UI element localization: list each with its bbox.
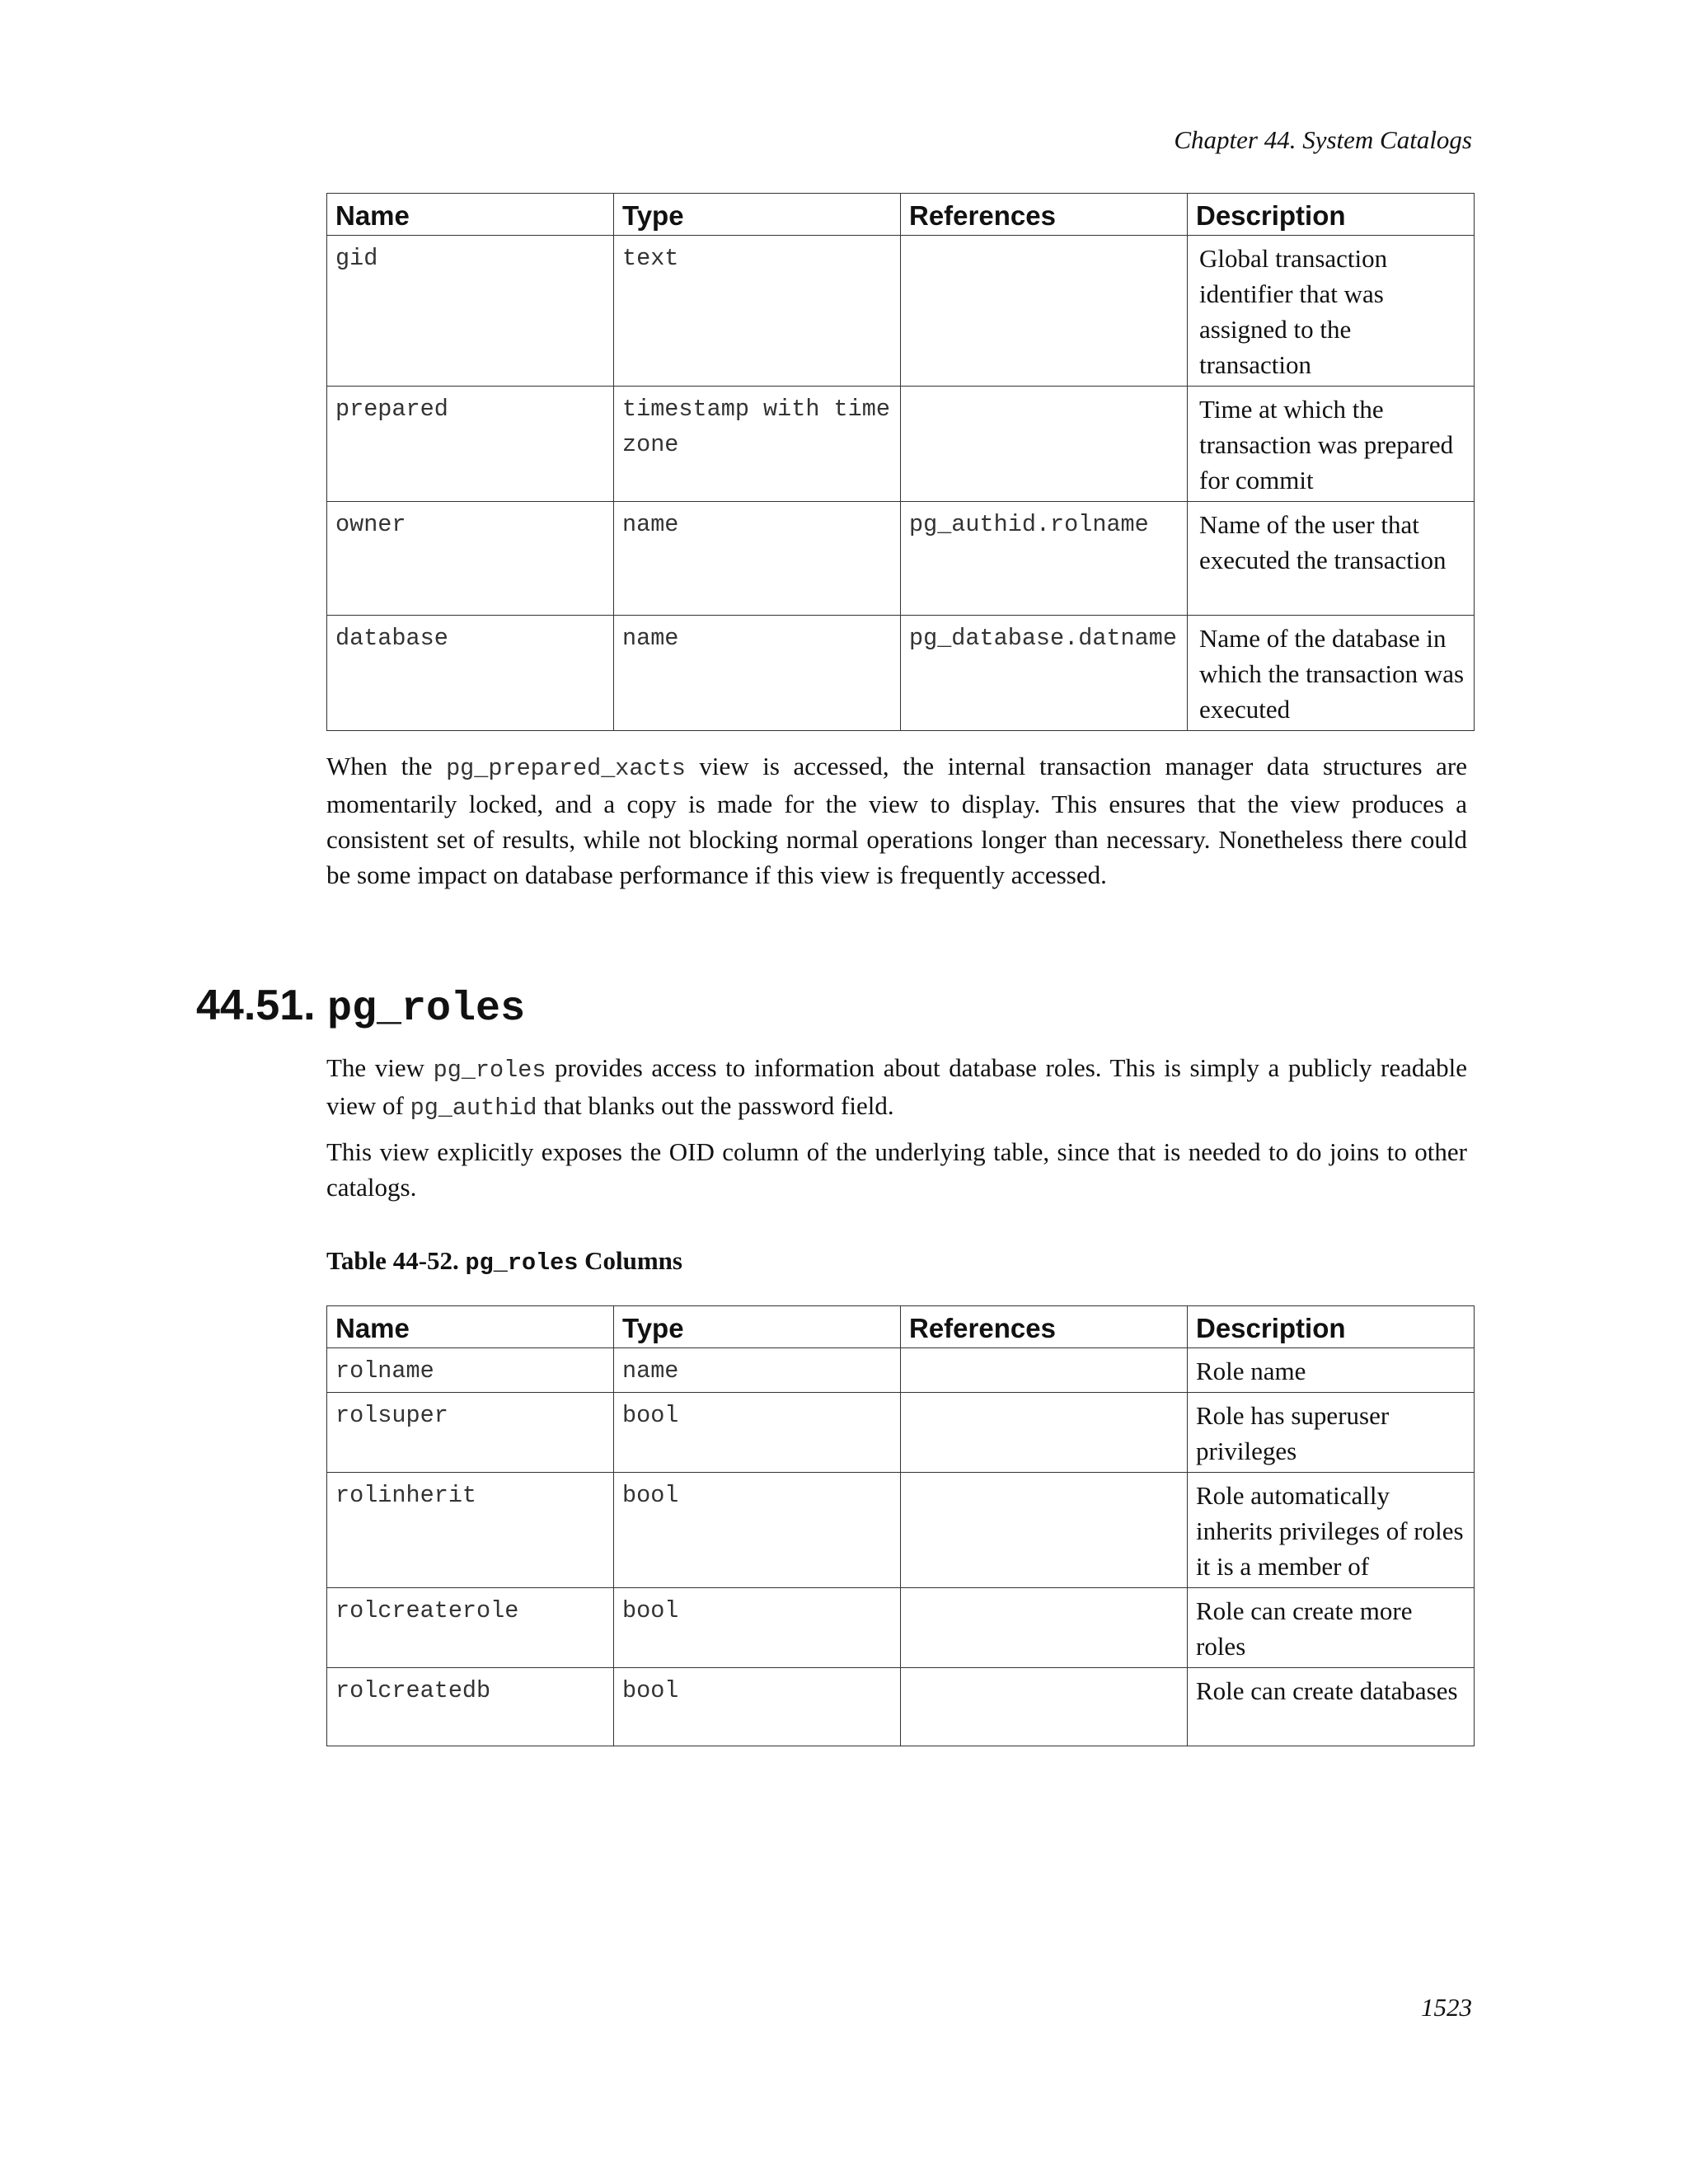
view-access-paragraph (326, 748, 1467, 893)
cell-type: name (614, 502, 901, 616)
cell-description: Role automatically inherits privileges of roles it is a member of (1188, 1473, 1475, 1588)
cell-name: rolcreatedb (327, 1668, 614, 1746)
cell-type: bool (614, 1588, 901, 1668)
cell-name: gid (327, 236, 614, 387)
cell-description: Time at which the transaction was prepared for commit (1188, 387, 1475, 502)
cell-description: Role has superuser privileges (1188, 1393, 1475, 1473)
caption-prefix: Table 44-52. (326, 1246, 466, 1275)
inline-code: pg_prepared_xacts (446, 755, 686, 782)
cell-type: bool (614, 1473, 901, 1588)
pg-roles-columns-table (326, 1305, 1475, 1746)
cell-description: Role can create more roles (1188, 1588, 1475, 1668)
paragraph-text: The view (326, 1053, 434, 1082)
cell-type: name (614, 1348, 901, 1393)
inline-code: pg_roles (433, 1057, 546, 1084)
cell-name: rolsuper (327, 1393, 614, 1473)
inline-code: pg_authid (410, 1094, 537, 1122)
section-number: 44.51. (196, 982, 316, 1029)
cell-name: rolname (327, 1348, 614, 1393)
column-header-references: References (901, 1306, 1188, 1348)
pg-roles-intro-paragraph (326, 1050, 1467, 1126)
table-header-row (327, 194, 1475, 236)
table-row (327, 1348, 1475, 1393)
cell-name: rolinherit (327, 1473, 614, 1588)
table-row (327, 1393, 1475, 1473)
column-header-type: Type (614, 1306, 901, 1348)
section-title: pg_roles (327, 986, 526, 1033)
table-caption (326, 1246, 682, 1277)
table-row (327, 502, 1475, 616)
cell-description: Name of the user that executed the transaction (1188, 502, 1475, 616)
page-number: 1523 (1421, 1993, 1472, 2022)
cell-name: prepared (327, 387, 614, 502)
table-row (327, 387, 1475, 502)
cell-references: pg_authid.rolname (901, 502, 1188, 616)
cell-description: Role can create databases (1188, 1668, 1475, 1746)
cell-references (901, 1473, 1188, 1588)
column-header-type: Type (614, 194, 901, 236)
cell-references (901, 1668, 1188, 1746)
cell-references (901, 1588, 1188, 1668)
column-header-name: Name (327, 194, 614, 236)
cell-references (901, 1393, 1188, 1473)
table-row (327, 1588, 1475, 1668)
cell-description: Role name (1188, 1348, 1475, 1393)
paragraph-text: view is accessed, the internal transaction manager data structures are momentarily locked, and a copy is made for the view to display. This ensures that the view produces a consistent set of results, while not blocking normal operations longer than necessary. Nonetheless there could be some impact on database performance if this view is frequently accessed. (326, 752, 1468, 889)
caption-code: pg_roles (465, 1249, 579, 1277)
table-row (327, 1668, 1475, 1746)
caption-suffix: Columns (578, 1246, 682, 1275)
column-header-description: Description (1188, 194, 1475, 236)
paragraph-text: provides access to information about database roles. This is simply a publicly readable view of (326, 1053, 1467, 1120)
cell-name: rolcreaterole (327, 1588, 614, 1668)
cell-type: timestamp with time zone (614, 387, 901, 502)
table-header-row (327, 1306, 1475, 1348)
table-row (327, 236, 1475, 387)
cell-references (901, 236, 1188, 387)
section-heading (196, 979, 525, 1036)
cell-name: database (327, 616, 614, 731)
cell-type: bool (614, 1393, 901, 1473)
table-row (327, 1473, 1475, 1588)
column-header-references: References (901, 194, 1188, 236)
column-header-description: Description (1188, 1306, 1475, 1348)
cell-type: bool (614, 1668, 901, 1746)
cell-references (901, 1348, 1188, 1393)
cell-name: owner (327, 502, 614, 616)
cell-type: text (614, 236, 901, 387)
paragraph-text: that blanks out the password field. (537, 1091, 894, 1120)
cell-references: pg_database.datname (901, 616, 1188, 731)
running-header: Chapter 44. System Catalogs (1174, 125, 1472, 154)
cell-description: Name of the database in which the transaction was executed (1188, 616, 1475, 731)
paragraph-text: When the (326, 752, 447, 780)
pg-prepared-xacts-columns-table (326, 193, 1475, 731)
cell-description: Global transaction identifier that was assigned to the transaction (1188, 236, 1475, 387)
cell-references (901, 387, 1188, 502)
cell-type: name (614, 616, 901, 731)
table-row (327, 616, 1475, 731)
column-header-name: Name (327, 1306, 614, 1348)
oid-column-paragraph: This view explicitly exposes the OID column of the underlying table, since that is needed to do joins to other catalogs. (326, 1137, 1467, 1202)
